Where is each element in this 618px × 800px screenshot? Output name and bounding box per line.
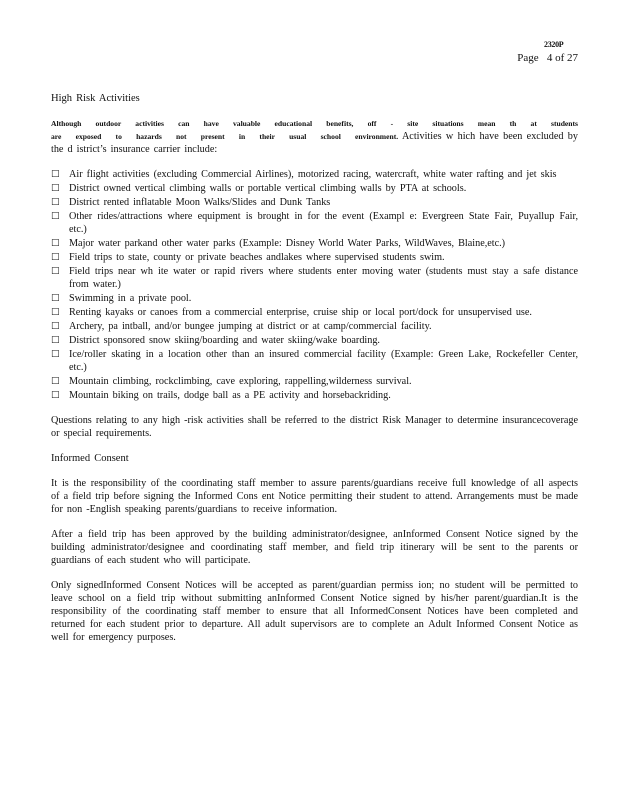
risk-manager-paragraph: Questions relating to any high -risk activities shall be referred to the district Risk Manager to determine insurancecoverage or special requirements. bbox=[51, 415, 578, 439]
list-item-text: District owned vertical climbing walls or portable vertical climbing walls by PTA at schools. bbox=[69, 183, 467, 194]
section-heading-high-risk: High Risk Activities bbox=[51, 93, 140, 104]
list-item-text: Other rides/attractions where equipment is brought in for the event (Exampl e: Evergreen State Fair, Puyallup Fair, etc.) bbox=[69, 211, 578, 235]
list-item-text: Mountain climbing, rockclimbing, cave exploring, rappelling,wilderness survival. bbox=[69, 376, 412, 387]
bullet-icon: □ bbox=[51, 238, 60, 248]
intro-rest-text: Activities w hich have been excluded by the d istrict’s insurance carrier include: bbox=[51, 131, 578, 155]
list-item bbox=[51, 196, 578, 209]
list-item-text: Ice/roller skating in a location other than an insured commercial facility (Example: Green Lake, Rockefeller Center, etc.) bbox=[69, 349, 578, 373]
bullet-icon: □ bbox=[51, 321, 60, 331]
list-item bbox=[51, 168, 578, 181]
list-item bbox=[51, 334, 578, 347]
bullet-icon: □ bbox=[51, 211, 60, 221]
document-body bbox=[51, 92, 578, 656]
bullet-icon: □ bbox=[51, 183, 60, 193]
list-item-text: Air flight activities (excluding Commercial Airlines), motorized racing, watercraft, white water rafting and jet skis bbox=[69, 169, 557, 180]
consent-paragraph-1: It is the responsibility of the coordinating staff member to assure parents/guardians receive full knowledge of all aspects of a field trip before signing the Informed Cons ent Notice permitting their student to attend. Arrangements must be made for non -English speaking parents/guardians to receive information. bbox=[51, 478, 578, 515]
list-item bbox=[51, 348, 578, 374]
list-item bbox=[51, 251, 578, 264]
list-item bbox=[51, 306, 578, 319]
consent-paragraph-3: Only signedInformed Consent Notices will be accepted as parent/guardian permiss ion; no student will be permitted to leave school on a field trip without submitting anInformed Consent Notice signed by his/her parent/guardian.It is the responsibility of the coordinating staff member to ensure that all InformedConsent Notices have been completed and returned for each student prior to departure. All adult supervisors are to complete an Adult Informed Consent Notice as well for emergency purposes. bbox=[51, 580, 578, 643]
list-item bbox=[51, 237, 578, 250]
list-item-text: Field trips near wh ite water or rapid rivers where students enter moving water (students must stay a safe distance from water.) bbox=[69, 266, 578, 290]
list-item bbox=[51, 375, 578, 388]
intro-small-text: Although outdoor activities can have valuable educational benefits, off - site situations mean th at students are exposed to hazards not present in their usual school environment. bbox=[51, 119, 578, 141]
list-item bbox=[51, 210, 578, 236]
section-heading-informed-consent: Informed Consent bbox=[51, 453, 129, 464]
bullet-icon: □ bbox=[51, 390, 60, 400]
list-item-text: Renting kayaks or canoes from a commercial enterprise, cruise ship or local port/dock for unsupervised use. bbox=[69, 307, 532, 318]
list-item-text: Swimming in a private pool. bbox=[69, 293, 192, 304]
bullet-icon: □ bbox=[51, 169, 60, 179]
intro-paragraph bbox=[51, 117, 578, 156]
excluded-activities-list bbox=[51, 168, 578, 402]
list-item bbox=[51, 292, 578, 305]
bullet-icon: □ bbox=[51, 266, 60, 276]
list-item-text: Field trips to state, county or private beaches andlakes where supervised students swim. bbox=[69, 252, 445, 263]
bullet-icon: □ bbox=[51, 307, 60, 317]
bullet-icon: □ bbox=[51, 197, 60, 207]
document-code: 2320P bbox=[544, 40, 564, 49]
list-item bbox=[51, 265, 578, 291]
page-number: Page 4 of 27 bbox=[517, 52, 578, 64]
list-item bbox=[51, 182, 578, 195]
bullet-icon: □ bbox=[51, 293, 60, 303]
consent-paragraph-2: After a field trip has been approved by the building administrator/designee, anInformed Consent Notice signed by the building administrator/designee and coordinating staff member, and field trip itinerary will be sent to the parents or guardians of each student who will participate. bbox=[51, 529, 578, 566]
bullet-icon: □ bbox=[51, 252, 60, 262]
list-item bbox=[51, 389, 578, 402]
bullet-icon: □ bbox=[51, 349, 60, 359]
list-item-text: District rented inflatable Moon Walks/Slides and Dunk Tanks bbox=[69, 197, 331, 208]
list-item bbox=[51, 320, 578, 333]
list-item-text: Archery, pa intball, and/or bungee jumping at district or at camp/commercial facility. bbox=[69, 321, 432, 332]
list-item-text: Mountain biking on trails, dodge ball as a PE activity and horsebackriding. bbox=[69, 390, 391, 401]
bullet-icon: □ bbox=[51, 335, 60, 345]
list-item-text: Major water parkand other water parks (Example: Disney World Water Parks, WildWaves, Blaine,etc.) bbox=[69, 238, 506, 249]
bullet-icon: □ bbox=[51, 376, 60, 386]
list-item-text: District sponsored snow skiing/boarding and water skiing/wake boarding. bbox=[69, 335, 380, 346]
